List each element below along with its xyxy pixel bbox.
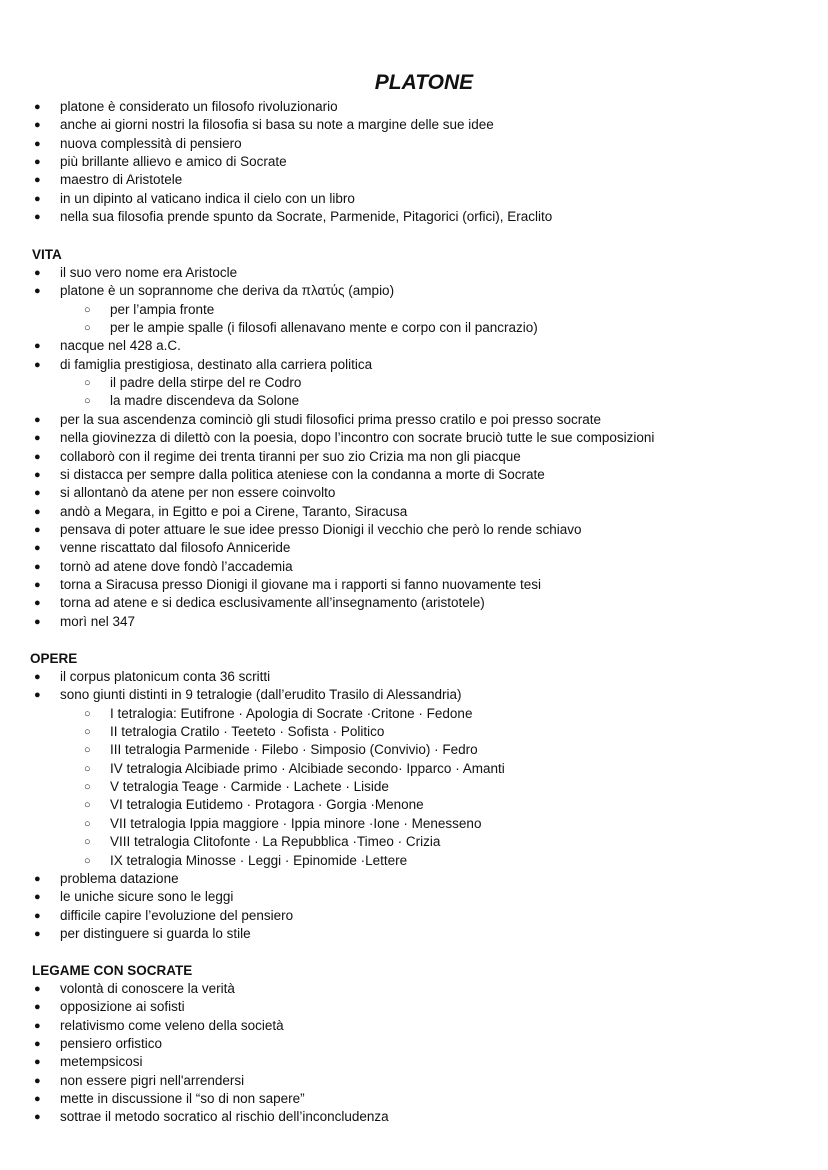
section-heading-opere: OPERE — [30, 651, 78, 666]
bullet-dot-icon: ● — [34, 671, 41, 683]
bullet-dot-icon: ● — [34, 432, 41, 445]
bullet-dot-icon: ● — [34, 1001, 41, 1014]
bullet-dot-icon: ● — [34, 192, 41, 205]
item-text: non essere pigri nell'arrendersi — [60, 1072, 245, 1088]
bullet-dot-icon: ● — [34, 174, 41, 187]
bullet-item — [34, 539, 291, 557]
bullet-item — [34, 925, 251, 943]
bullet-item — [34, 1053, 143, 1071]
section-heading-vita: VITA — [32, 247, 62, 262]
bullet-dot-icon: ● — [34, 872, 41, 885]
sub-bullet-item — [84, 741, 478, 759]
bullet-dot-icon: ● — [34, 689, 41, 702]
bullet-item — [34, 668, 271, 686]
item-text: sottrae il metodo socratico al rischio dell’inconcludenza — [60, 1109, 389, 1125]
item-text: VIII tetralogia Clitofonte · La Repubblica ·Timeo · Crizia — [110, 834, 441, 850]
item-text: le uniche sicure sono le leggi — [60, 889, 234, 905]
bullet-dot-icon: ● — [34, 891, 41, 904]
item-text: sono giunti distinti in 9 tetralogie (dall’erudito Trasilo di Alessandria) — [60, 687, 462, 703]
bullet-item — [34, 484, 336, 502]
item-text: di famiglia prestigiosa, destinato alla carriera politica — [60, 356, 373, 372]
bullet-item — [34, 888, 234, 906]
bullet-circle-icon: ○ — [84, 799, 91, 812]
bullet-dot-icon: ● — [34, 487, 41, 500]
item-text: opposizione ai sofisti — [60, 999, 185, 1015]
bullet-dot-icon: ● — [34, 542, 41, 555]
item-text: si distacca per sempre dalla politica ateniese con la condanna a morte di Socrate — [60, 466, 545, 482]
sub-bullet-item — [84, 852, 408, 870]
sub-bullet-item — [84, 833, 441, 851]
bullet-dot-icon: ● — [34, 468, 41, 481]
item-text: V tetralogia Teage · Carmide · Lachete · Liside — [110, 779, 389, 795]
item-text: VII tetralogia Ippia maggiore · Ippia minore ·Ione · Menesseno — [110, 815, 482, 831]
item-text: mette in discussione il “so di non sapere” — [60, 1091, 305, 1107]
sub-bullet-item — [84, 705, 473, 723]
bullet-circle-icon: ○ — [84, 726, 91, 739]
bullet-item — [34, 98, 338, 116]
bullet-dot-icon: ● — [34, 340, 41, 353]
bullet-dot-icon: ● — [34, 156, 41, 169]
sub-bullet-item — [84, 374, 302, 392]
item-text: in un dipinto al vaticano indica il cielo con un libro — [60, 190, 355, 206]
bullet-dot-icon: ● — [34, 1111, 41, 1124]
bullet-item — [34, 411, 602, 429]
bullet-item — [34, 686, 462, 704]
item-text: per distinguere si guarda lo stile — [60, 925, 251, 941]
item-text: per le ampie spalle (i filosofi allenavano mente e corpo con il pancrazio) — [110, 320, 538, 336]
item-text: relativismo come veleno della società — [60, 1017, 284, 1033]
sub-bullet-item — [84, 319, 538, 337]
bullet-dot-icon: ● — [34, 597, 41, 610]
bullet-dot-icon: ● — [34, 578, 41, 591]
bullet-item — [34, 521, 582, 539]
item-text: più brillante allievo e amico di Socrate — [60, 154, 287, 170]
bullet-dot-icon: ● — [34, 1056, 41, 1069]
bullet-item — [34, 870, 179, 888]
bullet-dot-icon: ● — [34, 358, 41, 371]
bullet-dot-icon: ● — [34, 1074, 41, 1087]
bullet-dot-icon: ● — [34, 413, 41, 426]
bullet-dot-icon: ● — [34, 211, 41, 224]
bullet-item — [34, 1108, 389, 1126]
bullet-circle-icon: ○ — [84, 817, 91, 830]
item-text: IV tetralogia Alcibiade primo · Alcibiade secondo· Ipparco · Amanti — [110, 760, 505, 776]
bullet-circle-icon: ○ — [84, 854, 91, 867]
item-text: andò a Megara, in Egitto e poi a Cirene, Taranto, Siracusa — [60, 503, 408, 519]
bullet-item — [34, 594, 485, 612]
bullet-dot-icon: ● — [34, 1019, 41, 1032]
bullet-dot-icon: ● — [34, 285, 41, 298]
sub-bullet-item — [84, 392, 300, 410]
item-text: II tetralogia Cratilo · Teeteto · Sofista · Politico — [110, 724, 385, 740]
bullet-circle-icon: ○ — [84, 744, 91, 757]
sub-bullet-item — [84, 723, 385, 741]
bullet-item — [34, 1017, 284, 1035]
bullet-item — [34, 998, 185, 1016]
item-text: difficile capire l’evoluzione del pensiero — [60, 907, 294, 923]
bullet-item — [34, 208, 553, 226]
bullet-item — [34, 356, 373, 374]
bullet-item — [34, 466, 545, 484]
item-text: venne riscattato dal filosofo Anniceride — [60, 540, 291, 556]
item-text: metempsicosi — [60, 1054, 143, 1070]
item-text: platone è considerato un filosofo rivoluzionario — [60, 99, 338, 114]
sub-bullet-item — [84, 301, 215, 319]
bullet-dot-icon: ● — [34, 505, 41, 518]
bullet-item — [34, 576, 542, 594]
bullet-item — [34, 282, 395, 300]
item-text: morì nel 347 — [60, 613, 136, 629]
item-text: il suo vero nome era Aristocle — [60, 265, 238, 280]
item-text: nuova complessità di pensiero — [60, 135, 242, 151]
section-heading-legame: LEGAME CON SOCRATE — [32, 963, 193, 978]
item-text: tornò ad atene dove fondò l’accademia — [60, 558, 293, 574]
bullet-item — [34, 558, 293, 576]
item-text: per la sua ascendenza cominciò gli studi filosofici prima presso cratilo e poi presso socrate — [60, 411, 602, 427]
item-text: III tetralogia Parmenide · Filebo · Simposio (Convivio) · Fedro — [110, 742, 478, 758]
bullet-item — [34, 1035, 163, 1053]
bullet-dot-icon: ● — [34, 909, 41, 922]
bullet-item — [34, 503, 408, 521]
bullet-item — [34, 907, 294, 925]
bullet-dot-icon: ● — [34, 1038, 41, 1051]
bullet-item — [34, 135, 242, 153]
bullet-circle-icon: ○ — [84, 836, 91, 849]
bullet-circle-icon: ○ — [84, 377, 91, 390]
bullet-item — [34, 190, 355, 208]
bullet-item — [34, 613, 136, 631]
bullet-dot-icon: ● — [34, 267, 41, 279]
item-text: torna ad atene e si dedica esclusivamente all’insegnamento (aristotele) — [60, 595, 485, 611]
bullet-item — [34, 980, 235, 998]
item-text: problema datazione — [60, 870, 179, 886]
sub-bullet-item — [84, 778, 389, 796]
bullet-item — [34, 171, 183, 189]
page-title: PLATONE — [374, 71, 474, 94]
bullet-dot-icon: ● — [34, 101, 41, 113]
bullet-dot-icon: ● — [34, 450, 41, 463]
bullet-dot-icon: ● — [34, 615, 41, 628]
item-text: I tetralogia: Eutifrone · Apologia di Socrate ·Critone · Fedone — [110, 705, 473, 721]
item-text: maestro di Aristotele — [60, 172, 183, 188]
bullet-dot-icon: ● — [34, 927, 41, 940]
item-text: platone è un soprannome che deriva da πλατύς (ampio) — [60, 283, 395, 299]
bullet-dot-icon: ● — [34, 1093, 41, 1106]
item-text: anche ai giorni nostri la filosofia si basa su note a margine delle sue idee — [60, 117, 494, 133]
sub-bullet-item — [84, 815, 482, 833]
bullet-item — [34, 153, 287, 171]
item-text: pensiero orfistico — [60, 1036, 163, 1052]
bullet-circle-icon: ○ — [84, 395, 91, 408]
bullet-dot-icon: ● — [34, 983, 41, 995]
bullet-item — [34, 116, 494, 134]
item-text: collaborò con il regime dei trenta tiranni per suo zio Crizia ma non gli piacque — [60, 448, 521, 464]
bullet-dot-icon: ● — [34, 523, 41, 536]
bullet-dot-icon: ● — [34, 560, 41, 573]
item-text: si allontanò da atene per non essere coinvolto — [60, 485, 336, 501]
item-text: la madre discendeva da Solone — [110, 393, 300, 409]
bullet-dot-icon: ● — [34, 137, 41, 150]
item-text: nella giovinezza di dilettò con la poesia, dopo l’incontro con socrate bruciò tutte le sue composizioni — [60, 430, 655, 446]
sub-bullet-item — [84, 796, 424, 814]
sub-bullet-item — [84, 760, 505, 778]
bullet-item — [34, 337, 181, 355]
item-text: nella sua filosofia prende spunto da Socrate, Parmenide, Pitagorici (orfici), Eraclito — [60, 209, 553, 225]
bullet-item — [34, 429, 655, 447]
item-text: pensava di poter attuare le sue idee presso Dionigi il vecchio che però lo rende schiavo — [60, 521, 582, 537]
bullet-circle-icon: ○ — [84, 303, 91, 316]
item-text: il corpus platonicum conta 36 scritti — [60, 669, 271, 684]
bullet-item — [34, 448, 521, 466]
item-text: torna a Siracusa presso Dionigi il giovane ma i rapporti si fanno nuovamente tesi — [60, 576, 542, 592]
bullet-circle-icon: ○ — [84, 762, 91, 775]
item-text: IX tetralogia Minosse · Leggi · Epinomide ·Lettere — [110, 852, 408, 868]
item-text: nacque nel 428 a.C. — [60, 338, 181, 354]
bullet-circle-icon: ○ — [84, 781, 91, 794]
item-text: il padre della stirpe del re Codro — [110, 375, 302, 391]
bullet-circle-icon: ○ — [84, 322, 91, 335]
bullet-item — [34, 1072, 245, 1090]
item-text: VI tetralogia Eutidemo · Protagora · Gorgia ·Menone — [110, 797, 424, 813]
bullet-item — [34, 264, 238, 282]
bullet-item — [34, 1090, 305, 1108]
bullet-dot-icon: ● — [34, 119, 41, 132]
item-text: volontà di conoscere la verità — [60, 981, 235, 996]
item-text: per l’ampia fronte — [110, 301, 215, 317]
bullet-circle-icon: ○ — [84, 707, 91, 720]
